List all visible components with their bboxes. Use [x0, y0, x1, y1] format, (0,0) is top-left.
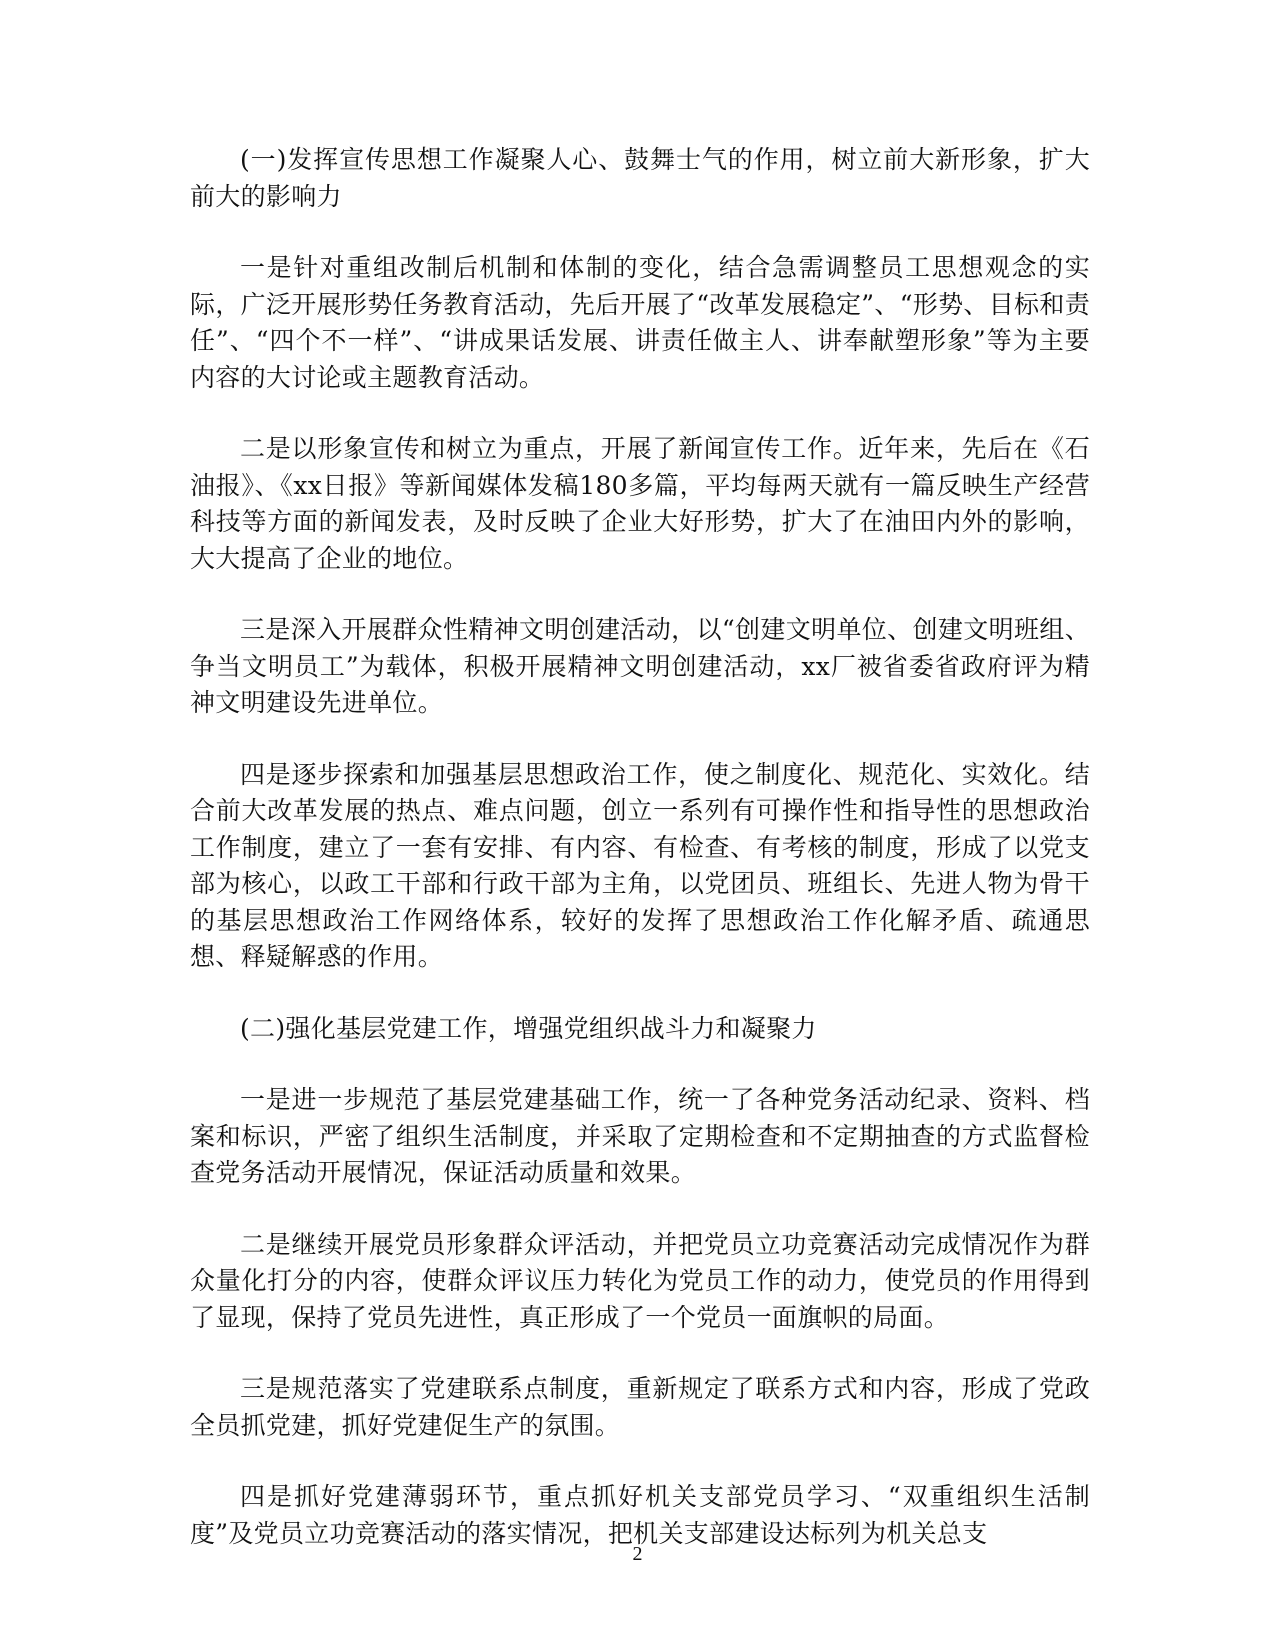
- page-number: 2: [632, 1543, 643, 1565]
- paragraph: 三是深入开展群众性精神文明创建活动，以“创建文明单位、创建文明班组、争当文明员工”为载体，积极开展精神文明创建活动，xx厂被省委省政府评为精神文明建设先进单位。: [190, 615, 1090, 717]
- paragraph: 二是以形象宣传和树立为重点，开展了新闻宣传工作。近年来，先后在《石油报》、《xx日报》等新闻媒体发稿180多篇，平均每两天就有一篇反映生产经营科技等方面的新闻发表，及时反映了企业大好形势，扩大了在油田内外的影响，大大提高了企业的地位。: [190, 434, 1090, 573]
- paragraph: 一是进一步规范了基层党建基础工作，统一了各种党务活动纪录、资料、档案和标识，严密了组织生活制度，并采取了定期检查和不定期抽查的方式监督检查党务活动开展情况，保证活动质量和效果。: [190, 1085, 1090, 1187]
- paragraph: 四是逐步探索和加强基层思想政治工作，使之制度化、规范化、实效化。结合前大改革发展的热点、难点问题，创立一系列有可操作性和指导性的思想政治工作制度，建立了一套有安排、有内容、有检查、有考核的制度，形成了以党支部为核心，以政工干部和行政干部为主角，以党团员、班组长、先进人物为骨干的基层思想政治工作网络体系，较好的发挥了思想政治工作化解矛盾、疏通思想、释疑解惑的作用。: [190, 759, 1090, 971]
- document-body: [190, 142, 1090, 1587]
- paragraph: 一是针对重组改制后机制和体制的变化，结合急需调整员工思想观念的实际，广泛开展形势任务教育活动，先后开展了“改革发展稳定”、“形势、目标和责任”、“四个不一样”、“讲成果话发展、讲责任做主人、讲奉献塑形象”等为主要内容的大讨论或主题教育活动。: [190, 253, 1090, 392]
- section-heading-1: (一)发挥宣传思想工作凝聚人心、鼓舞士气的作用，树立前大新形象，扩大前大的影响力: [190, 145, 1090, 211]
- paragraph: 四是抓好党建薄弱环节，重点抓好机关支部党员学习、“双重组织生活制度”及党员立功竞赛活动的落实情况，把机关支部建设达标列为机关总支: [190, 1482, 1090, 1548]
- paragraph: 二是继续开展党员形象群众评活动，并把党员立功竞赛活动完成情况作为群众量化打分的内容，使群众评议压力转化为党员工作的动力，使党员的作用得到了显现，保持了党员先进性，真正形成了一个党员一面旗帜的局面。: [190, 1229, 1090, 1332]
- paragraph: 三是规范落实了党建联系点制度，重新规定了联系方式和内容，形成了党政全员抓党建，抓好党建促生产的氛围。: [190, 1374, 1090, 1440]
- section-heading-2: (二)强化基层党建工作，增强党组织战斗力和凝聚力: [240, 1013, 817, 1043]
